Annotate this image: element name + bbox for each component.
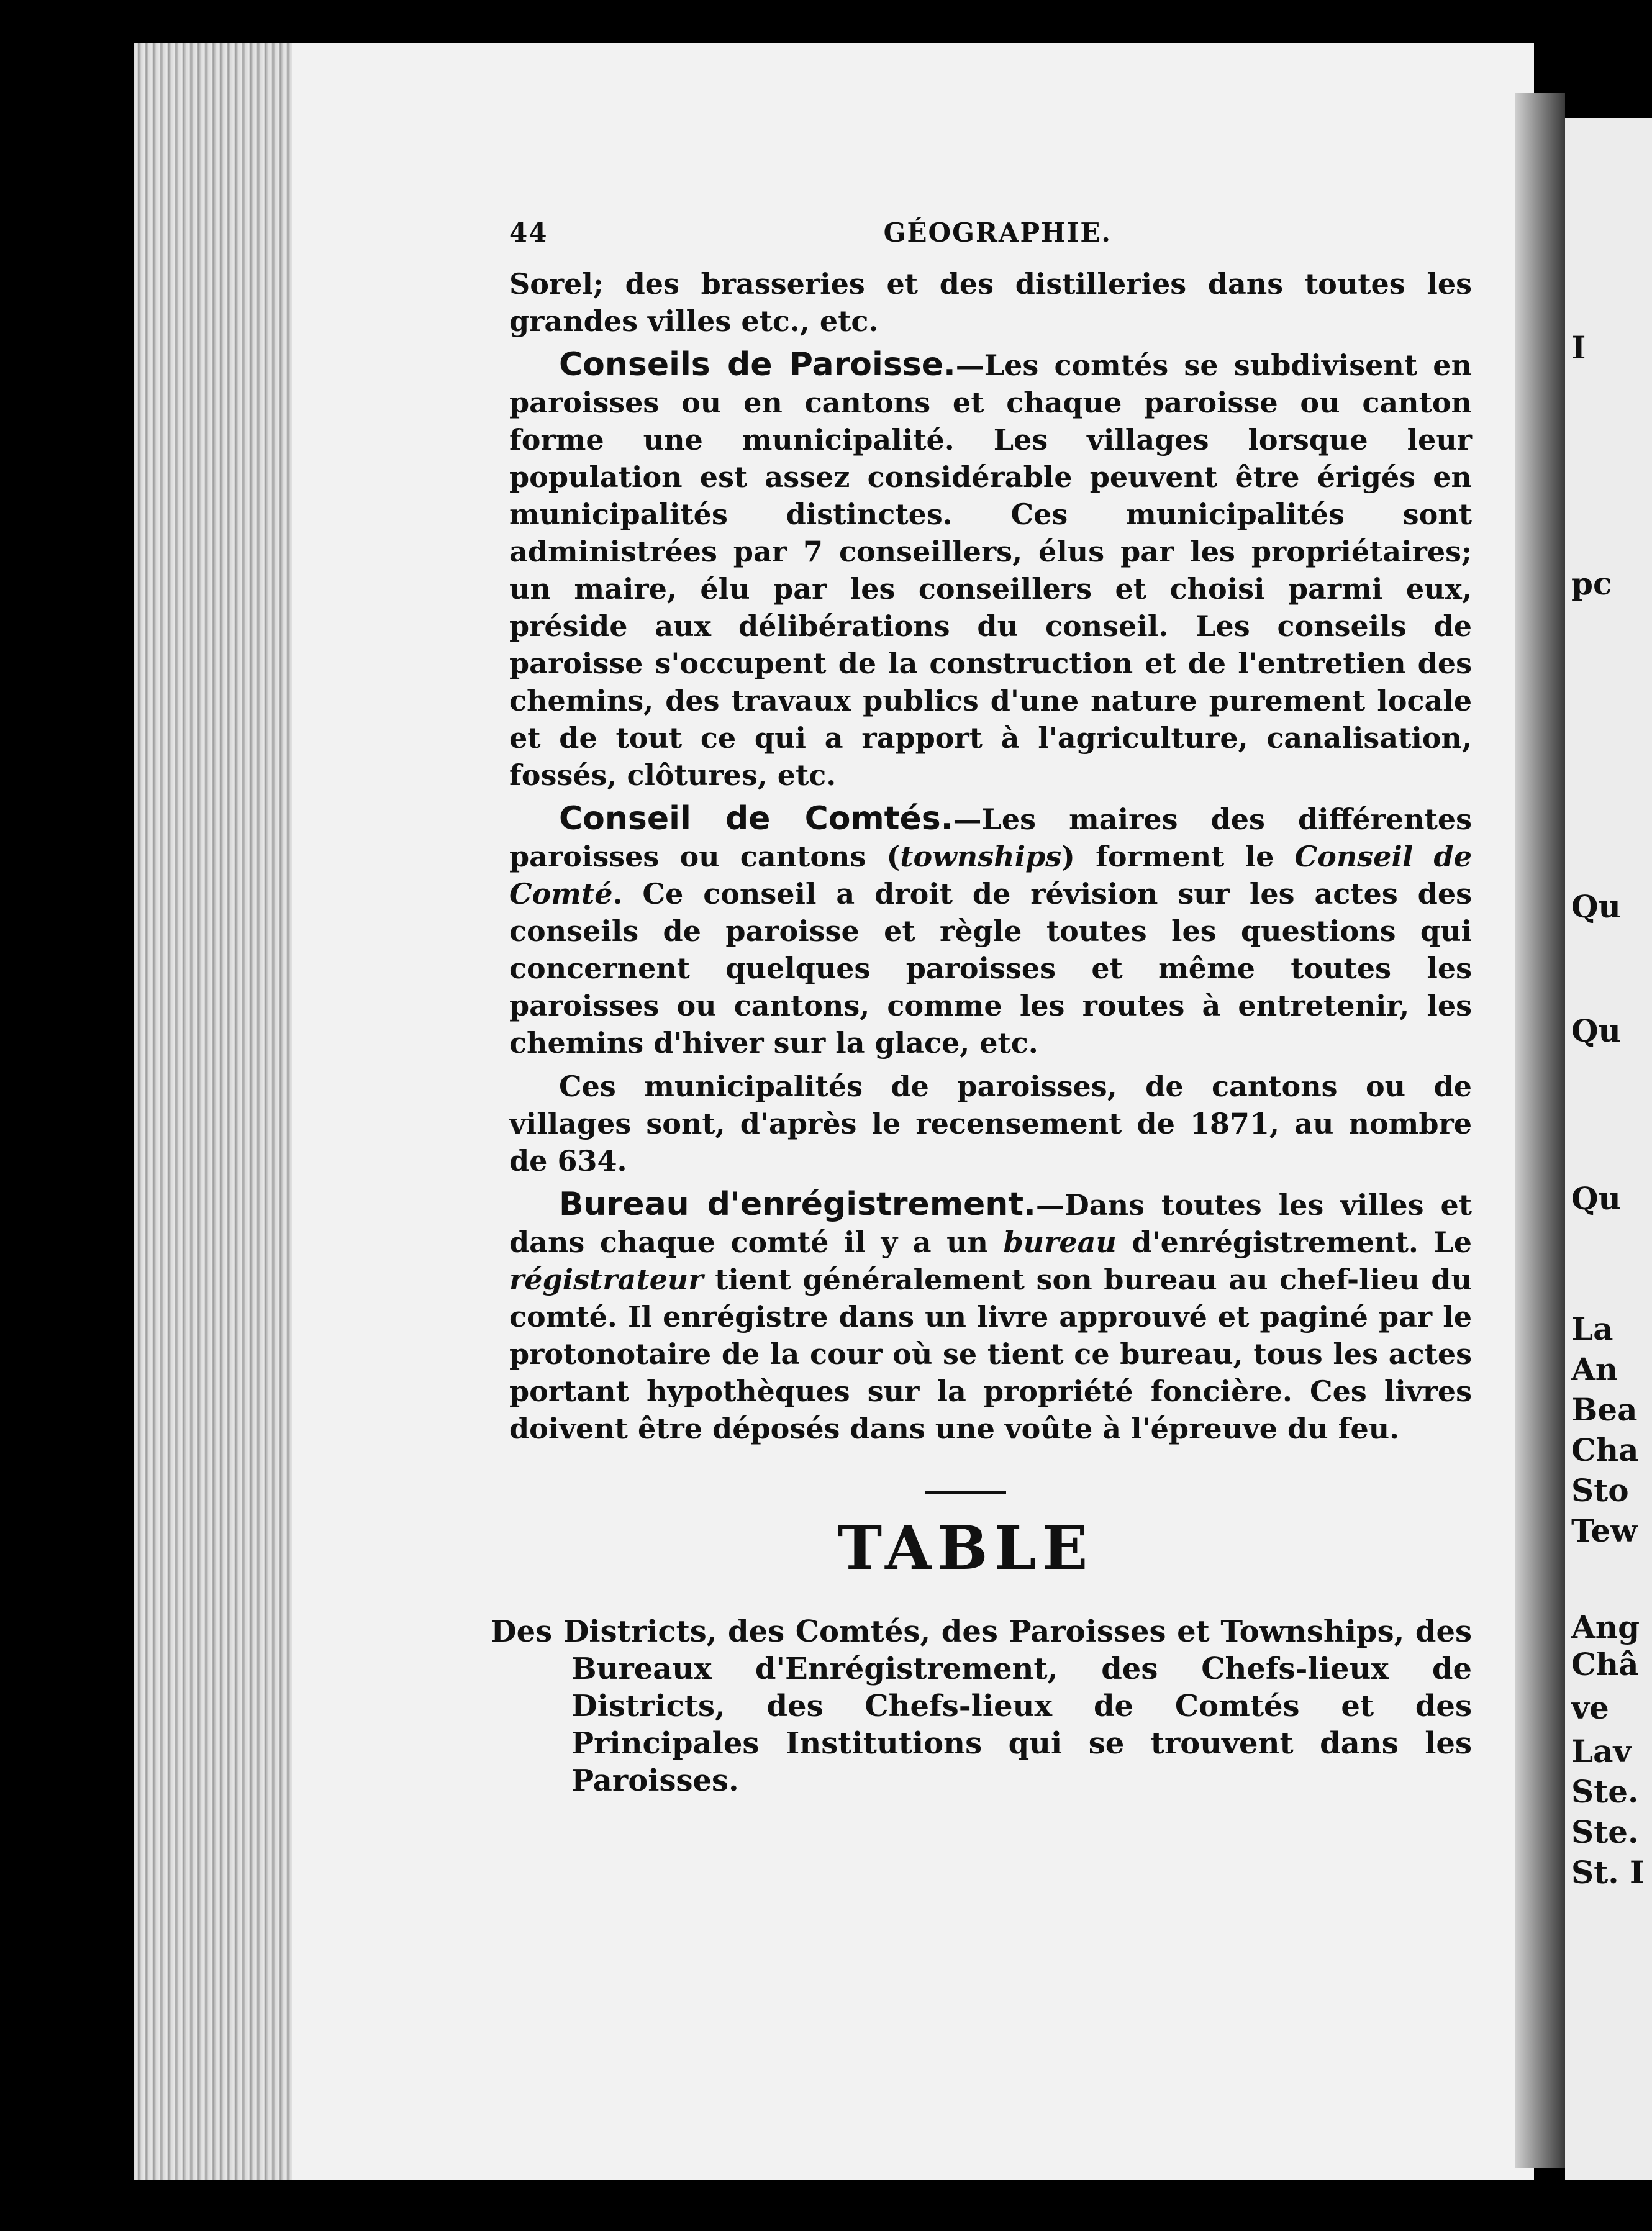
paragraph-conseil-comtes — [509, 800, 1472, 1061]
paragraph-conseils-paroisse — [509, 346, 1472, 794]
facing-fragment: ve — [1571, 1689, 1609, 1726]
facing-fragment: Sto — [1571, 1472, 1629, 1509]
facing-fragment: Tew — [1571, 1512, 1638, 1549]
facing-fragment: Ste. — [1571, 1814, 1639, 1850]
emphasis-text: régistrateur — [509, 1263, 704, 1296]
section-heading: Conseil de Comtés. — [559, 800, 953, 837]
running-title: GÉOGRAPHIE. — [883, 217, 1112, 248]
facing-fragment: Cha — [1571, 1432, 1639, 1468]
facing-fragment: St. I — [1571, 1854, 1645, 1891]
section-divider — [925, 1491, 1006, 1494]
paragraph-body: ) forment le — [1061, 840, 1295, 873]
emphasis-text: bureau — [1003, 1225, 1117, 1259]
facing-fragment: Bea — [1571, 1391, 1638, 1428]
facing-fragment: La — [1571, 1311, 1613, 1347]
facing-fragment: Ang — [1571, 1609, 1640, 1645]
facing-fragment: Qu — [1571, 1012, 1621, 1049]
page-number: 44 — [509, 217, 548, 248]
facing-page-fragment — [1565, 118, 1652, 2180]
paragraph-body: tient généralement son bureau au chef-lieu du comté. Il enrégistre dans un livre approuvé et paginé par le protonotaire de la cour où se tient ce bureau, tous les actes portant hypothèques sur la propriété foncière. Ces livres doivent être déposés dans une voûte à l'épreuve du feu. — [509, 1263, 1472, 1445]
page-edge-stack — [134, 43, 295, 2180]
facing-fragment: Lav — [1571, 1733, 1632, 1770]
paragraph-body: . Ce conseil a droit de révision sur les actes des conseils de paroisse et règle toutes les questions qui concernent quelques paroisses et même toutes les paroisses ou cantons, comme les routes à entretenir, les chemins d'hiver sur la glace, etc. — [509, 877, 1472, 1060]
facing-fragment: Qu — [1571, 888, 1621, 925]
emphasis-text: townships — [900, 840, 1062, 873]
table-description: Des Districts, des Comtés, des Paroisses et Townships, des Bureaux d'Enrégistrement, des Chefs-lieux de Districts, des Chefs-lieux de Comtés et des Principales Institutions qui se trouvent dans les Paroisses. — [491, 1614, 1472, 1798]
gutter-shadow — [1515, 93, 1565, 2168]
paragraph-body: d'enrégistrement. Le — [1116, 1225, 1472, 1259]
facing-fragment: An — [1571, 1351, 1618, 1388]
table-title: TABLE — [837, 1513, 1094, 1583]
section-heading: Conseils de Paroisse. — [559, 346, 956, 383]
facing-fragment: Châ — [1571, 1646, 1639, 1683]
facing-fragment: Qu — [1571, 1180, 1621, 1217]
page-content — [491, 217, 1473, 1829]
paragraph-body: —Dans toutes les villes et dans chaque comté il y a un — [509, 1188, 1472, 1259]
facing-fragment: I — [1571, 329, 1586, 366]
paragraph-bureau-enregistrement — [509, 1186, 1472, 1447]
paragraph-body: —Les comtés se subdivisent en paroisses ou en cantons et chaque paroisse ou canton forme une municipalité. Les villages lorsque leur population est assez considérable peuvent être érigés en municipalités distinctes. Ces municipalités sont administrées par 7 conseillers, élus par les propriétaires; un maire, élu par les conseillers et choisi parmi eux, préside aux délibérations du conseil. Les conseils de paroisse s'occupent de la construction et de l'entretien des chemins, des travaux publics d'une nature purement locale et de tout ce qui a rapport à l'agriculture, canalisation, fossés, clôtures, etc. — [509, 348, 1473, 792]
running-header — [509, 217, 1472, 248]
paragraph-municipalites: Ces municipalités de paroisses, de cantons ou de villages sont, d'après le recensement de 1871, au nombre de 634. — [509, 1070, 1472, 1178]
facing-fragment: Ste. — [1571, 1773, 1639, 1810]
paragraph-body: —Les maires des différentes paroisses ou cantons ( — [509, 802, 1472, 873]
facing-fragment: pc — [1571, 565, 1612, 602]
paragraph-sorel: Sorel; des brasseries et des distilleries dans toutes les grandes villes etc., etc. — [509, 267, 1472, 338]
emphasis-text: Conseil de Comté — [509, 840, 1472, 911]
section-heading: Bureau d'enrégistrement. — [559, 1186, 1036, 1223]
